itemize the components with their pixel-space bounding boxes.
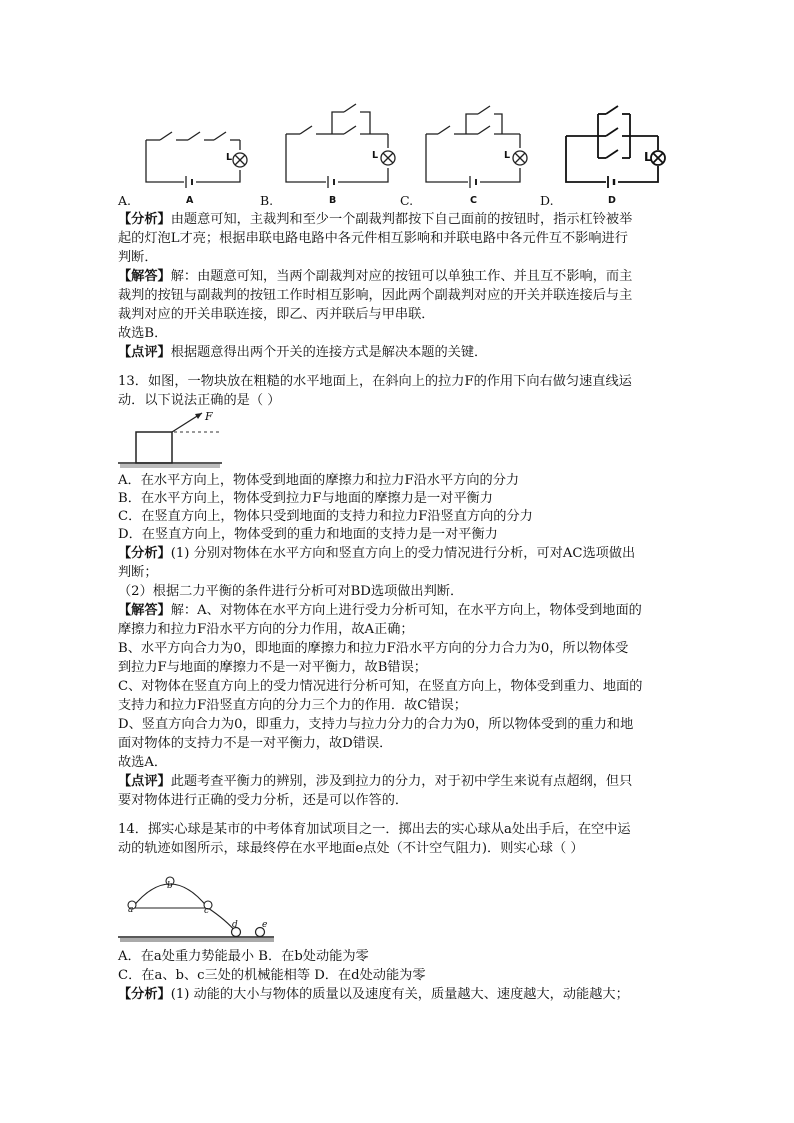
lamp-label-d: L xyxy=(644,150,652,164)
q14-point-a-label: a xyxy=(128,905,134,915)
solution-tag: 【解答】 xyxy=(118,603,171,618)
q14-point-b-label: b xyxy=(167,881,173,891)
q14-point-e-label: e xyxy=(262,920,268,930)
circuit-letter-c: C xyxy=(470,195,477,206)
q12-choice: 故选B． xyxy=(118,326,168,341)
circuit-option-c: C. xyxy=(400,193,414,208)
q13-option-d: D．在竖直方向上，物体受到的重力和地面的支持力是一对平衡力 xyxy=(118,527,498,542)
q12-analysis-line-1 xyxy=(118,210,632,229)
solution-text: 解：由题意可知，当两个副裁判对应的按钮可以单独工作、并且互不影响，而主 xyxy=(170,269,633,284)
q13-solution-line-8: 面对物体的支持力不是一对平衡力，故D错误． xyxy=(118,736,393,751)
circuit-option-d: D. xyxy=(540,193,554,208)
lamp-label-c: L xyxy=(504,150,511,161)
solution-text: 解：A、对物体在水平方向上进行受力分析可知，在水平方向上，物体受到地面的 xyxy=(170,603,642,618)
q13-stem-line-1: 13．如图，一物块放在粗糙的水平地面上，在斜向上的拉力F的作用下向右做匀速直线运 xyxy=(118,374,632,389)
analysis-text: 由题意可知，主裁判和至少一个副裁判都按下自己面前的按钮时，指示杠铃被举 xyxy=(170,212,633,227)
q14-stem-line-1: 14．掷实心球是某市的中考体育加试项目之一．掷出去的实心球从a处出手后，在空中运 xyxy=(118,822,631,837)
analysis-tag: 【分析】 xyxy=(118,987,171,1002)
q13-choice: 故选A． xyxy=(118,755,168,770)
q13-analysis-line-2: 判断； xyxy=(118,565,158,580)
q14-analysis-line-1 xyxy=(118,985,629,1004)
q13-option-b: B．在水平方向上，物体受到拉力F与地面的摩擦力是一对平衡力 xyxy=(118,491,493,506)
comment-text: 根据题意得出两个开关的连接方式是解决本题的关键． xyxy=(170,345,488,360)
circuit-option-a: A. xyxy=(118,193,132,208)
q14-stem-line-2: 动的轨迹如图所示，球最终停在水平地面e点处（不计空气阻力)．则实心球（ ） xyxy=(118,841,584,856)
q13-solution-line-1 xyxy=(118,601,642,620)
q13-option-c: C．在竖直方向上，物体只受到地面的支持力和拉力F沿竖直方向的分力 xyxy=(118,509,533,524)
q13-solution-line-5: C、对物体在竖直方向上的受力情况进行分析可知，在竖直方向上，物体受到重力、地面的 xyxy=(118,679,643,694)
q12-analysis-line-3: 判断． xyxy=(118,250,158,265)
q12-solution-line-1 xyxy=(118,267,632,286)
q13-stem-line-2: 动．以下说法正确的是（ ） xyxy=(118,393,281,408)
q13-solution-line-3: B、水平方向合力为0，即地面的摩擦力和拉力F沿水平方向的分力合力为0，所以物体受 xyxy=(118,641,629,656)
q13-analysis-line-1 xyxy=(118,544,635,563)
analysis-text: (1) 分别对物体在水平方向和竖直方向上的受力情况进行分析，可对AC选项做出 xyxy=(170,546,636,561)
q12-comment xyxy=(118,343,487,362)
q12-solution-line-2: 裁判的按钮与副裁判的按钮工作时相互影响，因此两个副裁判对应的开关并联连接后与主 xyxy=(118,288,633,303)
q13-analysis-line-3: （2）根据二力平衡的条件进行分析可对BD选项做出判断． xyxy=(118,584,464,599)
circuit-option-b: B. xyxy=(260,193,274,208)
analysis-text: (1) 动能的大小与物体的质量以及速度有关，质量越大、速度越大，动能越大； xyxy=(170,987,629,1002)
q14-point-d-label: d xyxy=(232,920,238,930)
circuit-letter-a: A xyxy=(186,195,194,206)
circuit-letter-d: D xyxy=(608,195,616,206)
q13-option-a: A．在水平方向上，物体受到地面的摩擦力和拉力F沿水平方向的分力 xyxy=(118,473,520,488)
analysis-tag: 【分析】 xyxy=(118,546,171,561)
q13-solution-line-7: D、竖直方向合力为0，即重力，支持力与拉力分力的合力为0，所以物体受到的重力和地 xyxy=(118,717,634,732)
lamp-label-a: L xyxy=(226,152,233,163)
q12-analysis-line-2: 起的灯泡L才亮；根据串联电路电路中各元件相互影响和并联电路中各元件互不影响进行 xyxy=(118,231,628,246)
circuit-d-diagram xyxy=(0,0,794,200)
q14-point-c-label: c xyxy=(204,906,210,916)
q14-options-line-2: C．在a、b、c三处的机械能相等 D．在d处动能为零 xyxy=(118,968,426,983)
q13-solution-line-6: 支持力和拉力F沿竖直方向的分力三个力的作用．故C错误； xyxy=(118,698,467,713)
lamp-label-b: L xyxy=(372,150,379,161)
q14-trajectory-figure xyxy=(118,862,278,942)
q13-comment-line-2: 要对物体进行正确的受力分析，还是可以作答的． xyxy=(118,793,409,808)
q13-force-label: F xyxy=(205,410,213,423)
comment-text: 此题考查平衡力的辨别，涉及到拉力的分力，对于初中学生来说有点超纲，但只 xyxy=(170,774,633,789)
circuit-letter-b: B xyxy=(329,195,337,206)
q13-comment-line-1 xyxy=(118,772,632,791)
comment-tag: 【点评】 xyxy=(118,345,171,360)
comment-tag: 【点评】 xyxy=(118,774,171,789)
q14-options-line-1: A．在a处重力势能最小 B．在b处动能为零 xyxy=(118,949,369,964)
q13-solution-line-4: 到拉力F与地面的摩擦力不是一对平衡力，故B错误； xyxy=(118,660,427,675)
q12-solution-line-3: 裁判对应的开关串联连接，即乙、丙并联后与甲串联． xyxy=(118,307,435,322)
solution-tag: 【解答】 xyxy=(118,269,171,284)
q13-solution-line-2: 摩擦力和拉力F沿水平方向的分力作用，故A正确； xyxy=(118,622,414,637)
analysis-tag: 【分析】 xyxy=(118,212,171,227)
